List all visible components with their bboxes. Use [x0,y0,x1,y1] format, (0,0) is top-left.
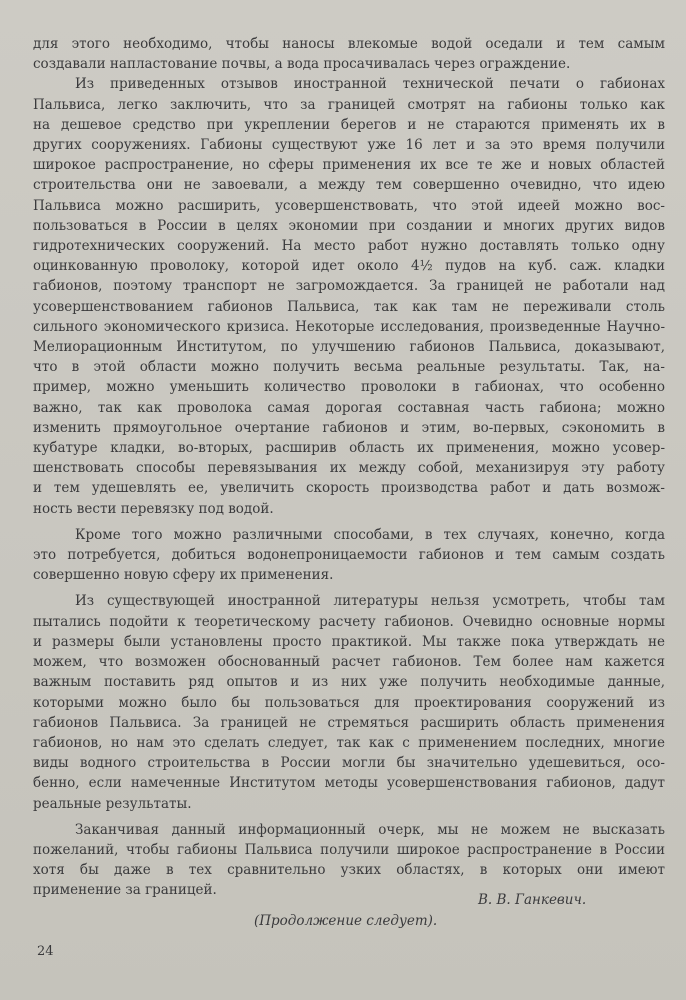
continuation-note: (Продолжение следует). [254,913,438,929]
text-line: ность вести перевязку под водой. [33,500,274,517]
paragraph [33,74,665,518]
text-line: сильного экономического кризиса. Некоторые исследования, произведенные Научно- [33,318,665,335]
text-line: усовершенствованием габионов Пальвиса, так как там не переживали столь [33,298,665,315]
text-line: и размеры были установлены просто практикой. Мы также пока утверждать не [33,633,665,650]
text-line: Мелиорационным Институтом, по улучшению габионов Пальвиса, доказывают, [33,339,665,356]
text-line: Заканчивая данный информационный очерк, мы не можем не высказать [75,821,665,838]
paragraph [33,34,665,74]
paragraph [33,820,665,901]
author-signature: В. В. Ганкевич. [478,892,587,908]
text-line: важным поставить ряд опытов и из них уже получить необходимые данные, [33,674,665,691]
text-line: пользоваться в России в целях экономии при создании и многих других видов [33,217,665,234]
text-line: реальные результаты. [33,795,192,812]
text-line: бенно, если намеченные Институтом методы усовершенствования габионов, дадут [33,775,665,792]
text-line: что в этой области можно получить весьма реальные результаты. Так, на- [33,359,665,376]
text-line: пытались подойти к теоретическому расчету габионов. Очевидно основные нормы [33,613,665,630]
text-line: Пальвиса, легко заключить, что за границей смотрят на габионы только как [33,96,665,113]
text-line: других сооружениях. Габионы существуют уже 16 лет и за это время получили [33,137,665,154]
text-line: строительства они не завоевали, а между тем совершенно очевидно, что идею [33,177,665,194]
text-line: габионов, но нам это сделать следует, так как с применением последних, многие [33,734,665,751]
text-line: габионов, поэтому транспорт не загромождается. За границей не работали над [33,278,665,295]
paragraph [33,591,665,813]
text-line: габионов Пальвиса. За границей не стремяться расширить область применения [33,714,665,731]
text-line: хотя бы даже в тех сравнительно узких областях, в которых они имеют [33,862,665,879]
text-line: виды водного строительства в России могли бы значительно удешевиться, осо- [33,755,665,772]
text-line: и тем удешевлять ее, увеличить скорость производства работ и дать возмож- [33,480,665,497]
text-line: Из существующей иностранной литературы нельзя усмотреть, чтобы там [75,593,665,610]
text-line: Из приведенных отзывов иностранной технической печати о габионах [75,76,665,93]
page-number: 24 [37,944,54,959]
text-line: создавали напластование почвы, а вода просачивалась через ограждение. [33,56,571,73]
text-line: для этого необходимо, чтобы наносы влекомые водой оседали и тем самым [33,36,665,52]
text-line: шенствовать способы перевязывания их между собой, механизируя эту работу [33,460,665,477]
text-line: на дешевое средство при укреплении берегов и не стараются применять их в [33,116,665,133]
text-line: пример, можно уменьшить количество проволоки в габионах, что особенно [33,379,665,396]
text-line: широкое распространение, но сферы применения их все те же и новых областей [33,157,665,174]
text-line: Кроме того можно различными способами, в тех случаях, конечно, когда [75,526,665,543]
text-line: кубатуре кладки, во-вторых, расширив область их применения, можно усовер- [33,440,665,457]
body-text [33,34,665,901]
text-line: Пальвиса можно расширить, усовершенствовать, что этой идеей можно вос- [33,197,665,214]
text-line: совершенно новую сферу их применения. [33,567,334,584]
paragraph [33,525,665,586]
text-line: это потребуется, добиться водонепроницаемости габионов и тем самым создать [33,547,665,564]
text-line: пожеланий, чтобы габионы Пальвиса получили широкое распространение в России [33,841,665,858]
text-line: применение за границей. [33,882,217,899]
text-line: изменить прямоугольное очертание габионов и этим, во-первых, сэкономить в [33,419,665,436]
text-line: оцинкованную проволоку, которой идет около 4½ пудов на куб. саж. кладки [33,258,665,275]
text-line: важно, так как проволока самая дорогая составная часть габиона; можно [33,399,665,416]
text-line: которыми можно было бы пользоваться для проектирования сооружений из [33,694,665,711]
text-line: можем, что возможен обоснованный расчет габионов. Тем более нам кажется [33,654,665,671]
text-line: гидротехнических сооружений. На место работ нужно доставлять только одну [33,238,665,255]
